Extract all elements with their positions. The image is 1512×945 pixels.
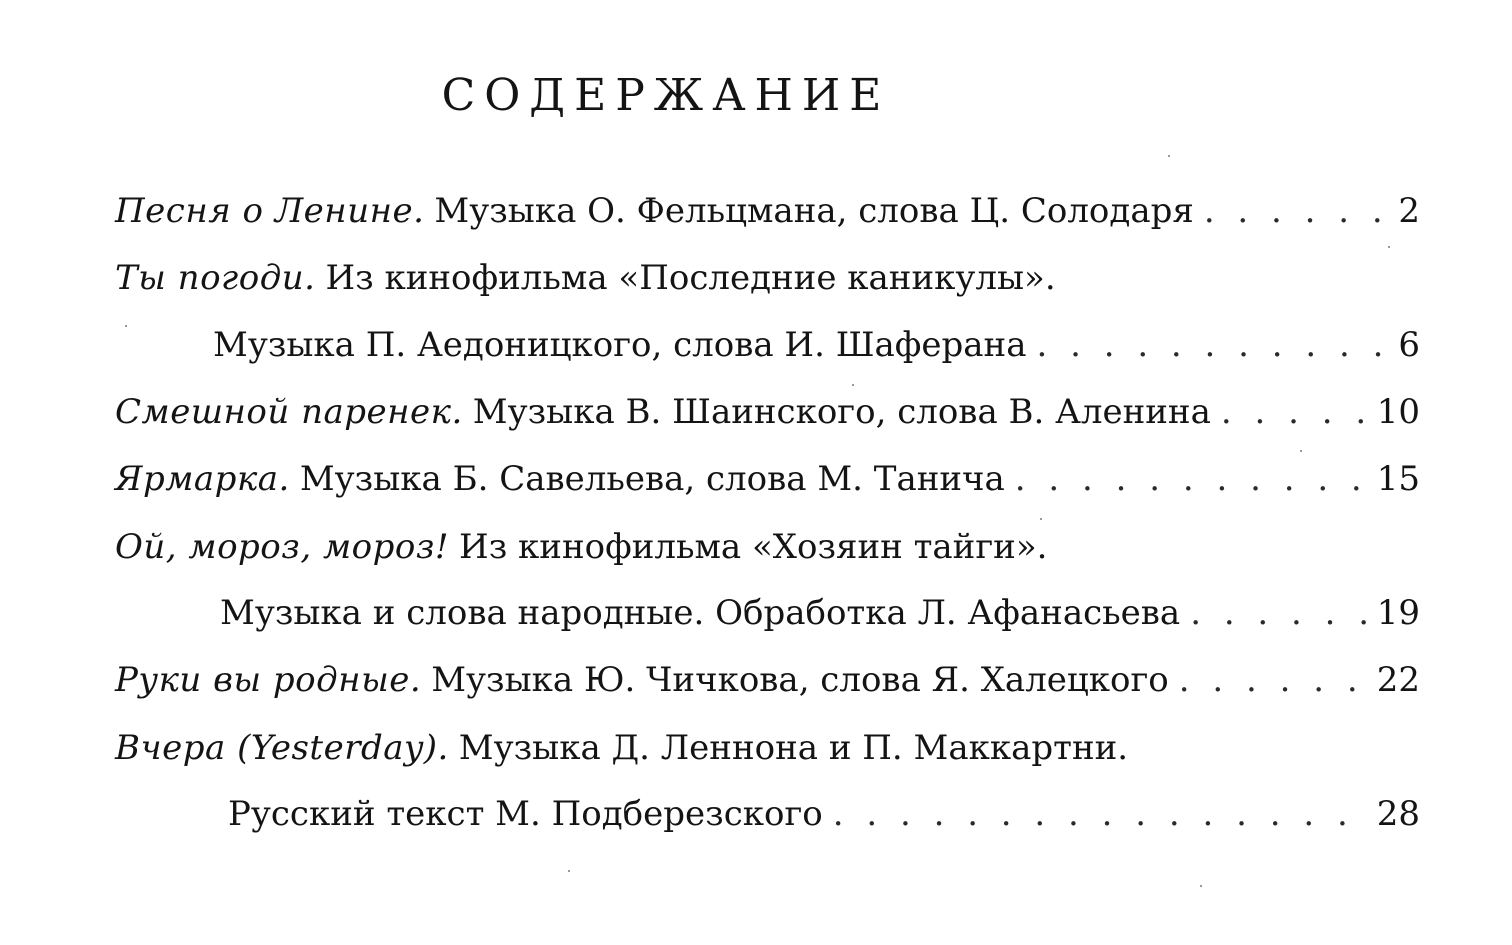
toc-entry (115, 523, 1047, 571)
song-credits-continuation: Музыка и слова народные. Обработка Л. Афанасьева (220, 593, 1181, 633)
song-credits-continuation: Русский текст М. Подберезского (228, 794, 823, 834)
dot-leader (1015, 455, 1369, 503)
toc-entry (115, 724, 1128, 772)
song-title: Ярмарка. (115, 459, 290, 499)
scan-speck (1388, 246, 1390, 248)
dot-leader (1036, 321, 1390, 369)
toc-entry-continuation (220, 589, 1420, 637)
dot-leader (1221, 388, 1369, 436)
toc-entry (115, 455, 1420, 503)
page-number: 6 (1398, 325, 1420, 365)
scan-speck (1200, 885, 1202, 887)
scan-speck (125, 325, 127, 327)
song-credits-continuation: Музыка П. Аедоницкого, слова И. Шаферана (213, 325, 1027, 365)
page-number: 22 (1376, 660, 1420, 700)
toc-entry (115, 656, 1420, 704)
dot-leader (1204, 187, 1391, 235)
song-title: Ты погоди. (115, 258, 316, 298)
toc-entry-continuation (228, 790, 1420, 838)
dot-leader (1179, 656, 1369, 704)
toc-entry-continuation (213, 321, 1420, 369)
scan-speck (1040, 518, 1042, 520)
song-credits: Музыка Б. Савельева, слова М. Танича (299, 459, 1005, 499)
song-title: Вчера (Yesterday). (115, 728, 449, 768)
song-credits: Музыка Д. Леннона и П. Маккартни. (458, 728, 1129, 768)
page-number: 10 (1376, 392, 1420, 432)
dot-leader (1190, 589, 1369, 637)
song-credits: Музыка В. Шаинского, слова В. Аленина (472, 392, 1211, 432)
toc-entry (115, 254, 1056, 302)
song-credits: Музыка Ю. Чичкова, слова Я. Халецкого (431, 660, 1169, 700)
toc-entry (115, 388, 1420, 436)
toc-entry (115, 187, 1420, 235)
page-title: СОДЕРЖАНИЕ (441, 70, 891, 121)
scan-speck (1168, 155, 1170, 157)
scan-speck (568, 870, 570, 872)
dot-leader (833, 790, 1369, 838)
scan-speck (852, 384, 854, 386)
song-title: Песня о Ленине. (115, 191, 425, 231)
song-credits: Из кинофильма «Последние каникулы». (325, 258, 1056, 298)
scan-speck (1300, 450, 1302, 452)
song-title: Ой, мороз, мороз! (115, 527, 450, 567)
page-number: 15 (1376, 459, 1420, 499)
page-number: 19 (1376, 593, 1420, 633)
song-credits: Музыка О. Фельцмана, слова Ц. Солодаря (434, 191, 1194, 231)
song-title: Руки вы родные. (115, 660, 422, 700)
song-credits: Из кинофильма «Хозяин тайги». (459, 527, 1048, 567)
song-title: Смешной паренек. (115, 392, 463, 432)
page-number: 28 (1376, 794, 1420, 834)
page-number: 2 (1398, 191, 1420, 231)
